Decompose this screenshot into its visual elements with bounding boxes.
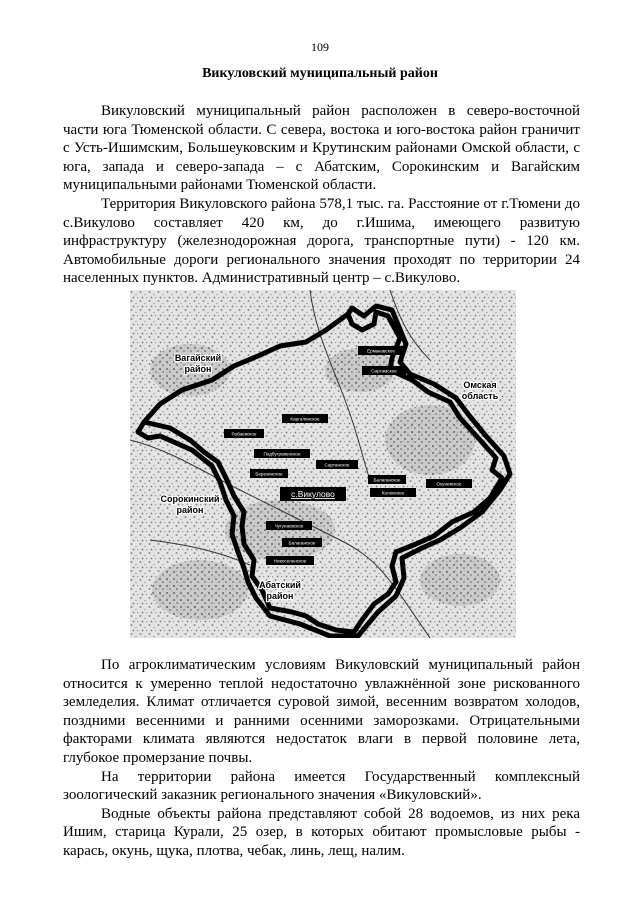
svg-text:Сартанское: Сартанское [324, 462, 350, 468]
region-label-sorokino: Сорокинский [160, 494, 220, 504]
svg-text:Ермаковское: Ермаковское [367, 348, 395, 354]
svg-text:Балаганское: Балаганское [288, 540, 316, 546]
intro-paragraph-location: Викуловский муниципальный район расположен в северо-восточной части юга Тюменской области. С севера, востока и юго-востока район граничит с Усть-Ишимским, Большеуковским и Крутинским районами Омской области, с юга, запада и северо-запада – с Абатским, Сорокинским и Вагайским муниципальными районами Тюменской области. [63, 103, 580, 194]
settlement-balaganskoe-south [282, 538, 322, 547]
svg-text:Чугунаевское: Чугунаевское [274, 523, 304, 529]
region-label-omsk-2: область [461, 391, 499, 401]
svg-text:Рабаевское: Рабаевское [231, 431, 257, 437]
page-number: 109 [311, 40, 329, 54]
svg-text:Окуневское: Окуневское [436, 481, 462, 487]
svg-text:Березинское: Березинское [255, 471, 283, 477]
page-title: Викуловский муниципальный район [202, 66, 438, 81]
settlement-novoselenskoe [266, 556, 314, 565]
settlement-rabaevskoe [224, 429, 264, 438]
settlement-sartamskoe [362, 366, 406, 375]
intro-paragraph-territory: Территория Викуловского района 578,1 тыс. га. Расстояние от г.Тюмени до с.Викулово составляет 420 км, до г.Ишима, имеющего развитую инфраструктуру (железнодорожная дорога, транспортные пути) - 120 км. Автомобильные дороги регионального значения проходят по территории 24 населенных пунктов. Административный центр – с.Викулово. [63, 195, 580, 287]
reserve-paragraph: На территории района имеется Государственный комплексный зоологический заказник регионального значения «Викуловский». [63, 768, 580, 804]
settlement-chugunaevskoe [266, 521, 312, 530]
region-label-omsk: Омская [463, 380, 497, 390]
svg-text:Новоселенское: Новоселенское [273, 558, 307, 564]
district-map [130, 290, 516, 638]
svg-text:Каргалинское: Каргалинское [290, 416, 320, 422]
climate-text [63, 656, 580, 861]
svg-text:Балаганское: Балаганское [373, 477, 401, 483]
center-label: с.Викулово [291, 489, 335, 499]
region-label-abatsk-2: район [266, 591, 294, 601]
settlement-kolovskoe [370, 488, 416, 497]
region-label-abatsk: Абатский [259, 580, 301, 590]
svg-text:Сартамское: Сартамское [371, 368, 397, 374]
svg-text:Подбугровенское: Подбугровенское [263, 451, 301, 457]
climate-paragraph: По агроклиматическим условиям Викуловский муниципальный район относится к умеренно теплой недостаточно увлажнённой зоне рискованного земледелия. Климат отличается суровой зимой, весенним возвратом холодов, поздними весенними и ранними осенними заморозками. Отрицательными факторами климата являются недостаток влаги в первой половине лета, глубокое промерзание почвы. [63, 657, 580, 766]
region-label-vagai-2: район [184, 364, 212, 374]
settlement-ermakovskoe [358, 346, 404, 355]
settlement-sartanskoe [316, 460, 358, 469]
settlement-center [280, 487, 346, 501]
settlement-podbugrovenskoe [254, 449, 310, 458]
region-label-sorokino-2: район [176, 505, 204, 515]
settlement-berezinskoe [250, 469, 288, 478]
region-label-vagai: Вагайский [174, 353, 222, 363]
settlement-kargalinskoe [282, 414, 328, 423]
svg-text:Коловское: Коловское [381, 490, 405, 496]
water-paragraph: Водные объекты района представляют собой 28 водоемов, из них река Ишим, старица Курали, 25 озер, в которых обитают промысловые рыбы - карась, окунь, щука, плотва, чебак, линь, лещ, налим. [63, 805, 580, 859]
settlement-balaganskoe [368, 475, 406, 484]
intro-text [63, 102, 580, 288]
settlement-okunevskoe [426, 479, 472, 488]
